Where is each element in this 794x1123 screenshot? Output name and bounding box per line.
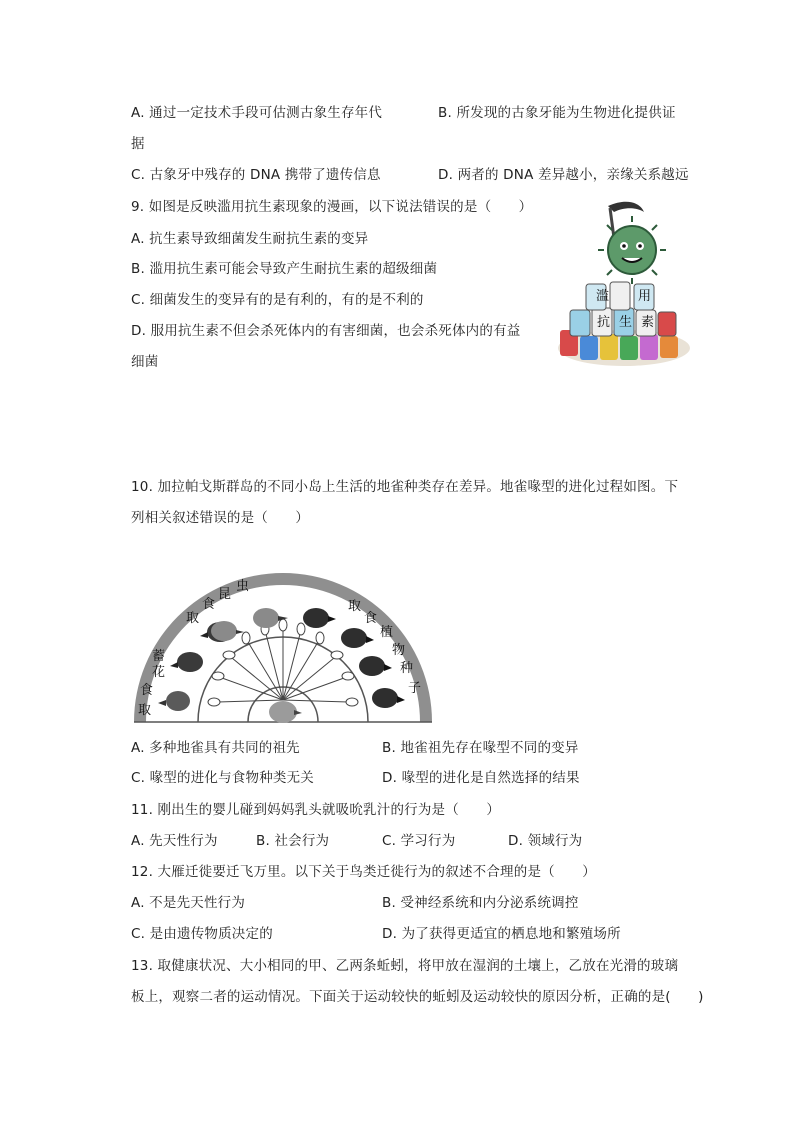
cartoon-label-4: 生 — [619, 315, 633, 330]
q12-option-a: A. 不是先天性行为 — [131, 895, 246, 911]
q10-stem-continued: 列相关叙述错误的是（ ） — [131, 510, 310, 526]
q9-stem: 9. 如图是反映滥用抗生素现象的漫画，以下说法错误的是（ ） — [131, 199, 533, 215]
q8-option-b: B. 所发现的古象牙能为生物进化提供证 — [438, 105, 676, 121]
q12-option-b: B. 受神经系统和内分泌系统调控 — [382, 895, 579, 911]
q9-option-b: B. 滥用抗生素可能会导致产生耐抗生素的超级细菌 — [131, 261, 438, 277]
left-label-char-1: 蓄 — [152, 649, 166, 664]
q12-option-d: D. 为了获得更适宜的栖息地和繁殖场所 — [382, 926, 621, 942]
q10-option-b: B. 地雀祖先存在喙型不同的变异 — [382, 740, 579, 756]
cartoon-label-1: 滥 — [596, 289, 610, 304]
right-label-char-3: 植 — [380, 625, 394, 640]
cartoon-label-2: 用 — [638, 289, 652, 304]
right-label-char-2: 食 — [364, 611, 378, 626]
q13-stem-continued: 板上，观察二者的运动情况。下面关于运动较快的蚯蚓及运动较快的原因分析，正确的是( ) — [131, 989, 704, 1005]
finch-beak-evolution-diagram — [130, 570, 436, 726]
q10-option-c: C. 喙型的进化与食物种类无关 — [131, 770, 315, 786]
q9-option-d-continued: 细菌 — [131, 354, 159, 370]
q9-option-a: A. 抗生素导致细菌发生耐抗生素的变异 — [131, 231, 369, 247]
finch-head-seed-2 — [341, 628, 374, 648]
q10-option-d: D. 喙型的进化是自然选择的结果 — [382, 770, 580, 786]
q8-option-a: A. 通过一定技术手段可估测古象生存年代 — [131, 105, 383, 121]
q8-option-d: D. 两者的 DNA 差异越小，亲缘关系越远 — [438, 167, 689, 183]
cartoon-label-3: 抗 — [597, 315, 611, 330]
q11-option-b: B. 社会行为 — [256, 833, 330, 849]
q11-stem: 11. 刚出生的婴儿碰到妈妈乳头就吸吮乳汁的行为是（ ） — [131, 802, 501, 818]
finch-head-nectar — [158, 691, 190, 711]
finch-head-seed-3 — [359, 656, 392, 676]
q10-stem: 10. 加拉帕戈斯群岛的不同小岛上生活的地雀种类存在差异。地雀喙型的进化过程如图。下 — [131, 479, 679, 495]
q13-stem: 13. 取健康状况、大小相同的甲、乙两条蚯蚓，将甲放在湿润的土壤上，乙放在光滑的玻璃 — [131, 958, 679, 974]
q8-option-b-continued: 据 — [131, 136, 145, 152]
ancestor-finch-icon — [269, 701, 302, 723]
right-label-char-6: 子 — [408, 681, 422, 696]
top-label-char-3: 昆 — [218, 587, 232, 602]
right-label-char-5: 种 — [400, 661, 414, 676]
q10-option-a: A. 多种地雀具有共同的祖先 — [131, 740, 300, 756]
cartoon-label-5: 素 — [641, 315, 655, 330]
left-label-char-4: 取 — [138, 703, 152, 718]
q11-option-c: C. 学习行为 — [382, 833, 456, 849]
top-label-char-2: 食 — [202, 597, 216, 612]
left-label-char-2: 花 — [152, 665, 166, 680]
q8-option-c: C. 古象牙中残存的 DNA 携带了遗传信息 — [131, 167, 381, 183]
q12-stem: 12. 大雁迁徙要迁飞万里。以下关于鸟类迁徙行为的叙述不合理的是（ ） — [131, 864, 596, 880]
antibiotic-cartoon-illustration — [548, 198, 694, 370]
left-label-char-3: 食 — [140, 683, 154, 698]
q11-option-a: A. 先天性行为 — [131, 833, 218, 849]
q9-option-c: C. 细菌发生的变异有的是有利的，有的是不利的 — [131, 292, 424, 308]
finch-head-insect-a — [211, 621, 244, 641]
bacterium-icon — [598, 216, 666, 284]
finch-head-seed-4 — [372, 688, 405, 708]
scythe-blade — [608, 202, 644, 212]
right-label-char-1: 取 — [348, 599, 362, 614]
q11-option-d: D. 领域行为 — [508, 833, 583, 849]
q12-option-c: C. 是由遗传物质决定的 — [131, 926, 273, 942]
top-label-char-1: 取 — [186, 611, 200, 626]
top-label-char-4: 虫 — [236, 579, 250, 594]
finch-head-1 — [170, 652, 203, 672]
right-label-char-4: 物 — [392, 643, 406, 658]
finch-head-seed-1 — [303, 608, 336, 628]
q9-option-d: D. 服用抗生素不但会杀死体内的有害细菌，也会杀死体内的有益 — [131, 323, 521, 339]
